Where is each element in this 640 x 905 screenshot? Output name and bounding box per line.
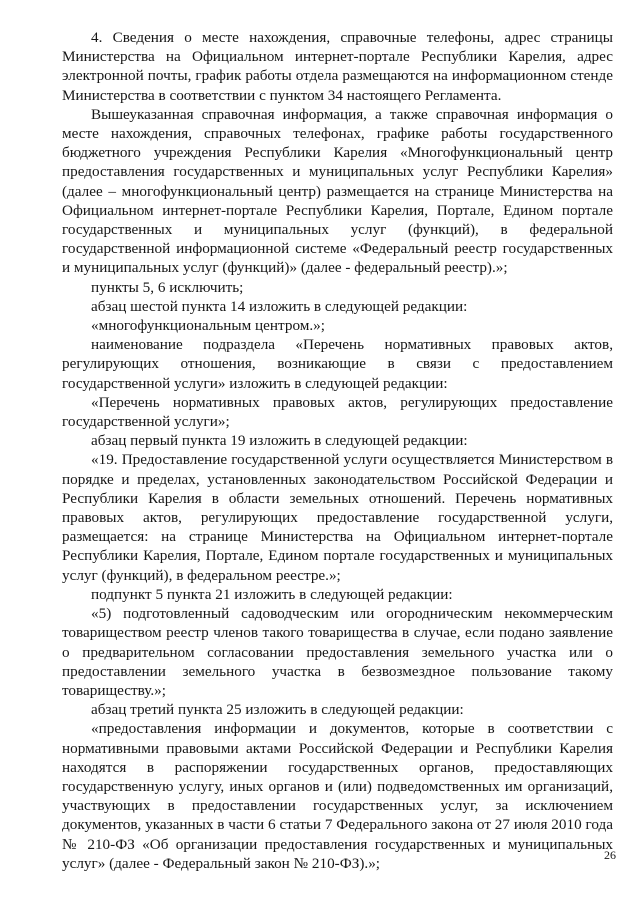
paragraph: 4. Сведения о месте нахождения, справочные телефоны, адрес страницы Министерства на Официальном интернет-портале Республики Карелия, адрес электронной почты, график работы отдела размещаются на информационном стенде Министерства в соответствии с пунктом 34 настоящего Регламента.	[62, 29, 613, 104]
paragraph: подпункт 5 пункта 21 изложить в следующей редакции:	[91, 585, 453, 603]
paragraph: «многофункциональным центром.»;	[91, 317, 325, 335]
paragraph: Вышеуказанная справочная информация, а также справочная информация о месте нахождения, справочных телефонах, графике работы государственного бюджетного учреждения Республики Карелия «Многофункциональный центр предоставления государственных и муниципальных услуг Республики Карелия» (далее – многофункциональный центр) размещается на странице Министерства на Официальном интернет-портале Республики Карелия, Портале, Едином портале государственных и муниципальных услуг (функций), в федеральной государственной информационной системе «Федеральный реестр государственных и муниципальных услуг (функций)» (далее - федеральный реестр).»;	[62, 105, 613, 277]
document-body	[62, 28, 613, 873]
paragraph: «19. Предоставление государственной услуги осуществляется Министерством в порядке и пределах, установленных законодательством Российской Федерации и Республики Карелия в области земельных отношений. Перечень нормативных правовых актов, регулирующих предоставление государственной услуги, размещается: на странице Министерства на Официальном интернет-портале Республики Карелия, Портале, Едином портале государственных и муниципальных услуг (функций), в федеральном реестре.»;	[62, 451, 613, 584]
paragraph: «Перечень нормативных правовых актов, регулирующих предоставление государственной услуги»;	[62, 393, 613, 431]
paragraph: абзац первый пункта 19 изложить в следующей редакции:	[91, 432, 468, 450]
paragraph: «5) подготовленный садоводческим или огородническим некоммерческим товариществом реестр членов такого товарищества в случае, если подано заявление о предварительном согласовании предоставления земельного участка или о предоставлении земельного участка в безвозмездное пользование такому товариществу.»;	[62, 605, 613, 699]
paragraph: «предоставления информации и документов, которые в соответствии с нормативными правовыми актами Российской Федерации и Республики Карелия находятся в распоряжении государственных органов, предоставляющих государственную услугу, иных органов и (или) подведомственных им организаций, участвующих в предоставлении государственных услуг, за исключением документов, указанных в части 6 статьи 7 Федерального закона от 27 июля 2010 года № 210-ФЗ «Об организации предоставления государственных и муниципальных услуг» (далее - Федеральный закон № 210-ФЗ).»;	[62, 720, 613, 872]
paragraph: абзац третий пункта 25 изложить в следующей редакции:	[91, 701, 464, 719]
paragraph: пункты 5, 6 исключить;	[91, 278, 244, 296]
paragraph: абзац шестой пункта 14 изложить в следующей редакции:	[91, 297, 468, 315]
page-number: 26	[604, 848, 616, 862]
paragraph: наименование подраздела «Перечень нормативных правовых актов, регулирующих отношения, возникающие в связи с предоставлением государственной услуги» изложить в следующей редакции:	[62, 336, 613, 392]
